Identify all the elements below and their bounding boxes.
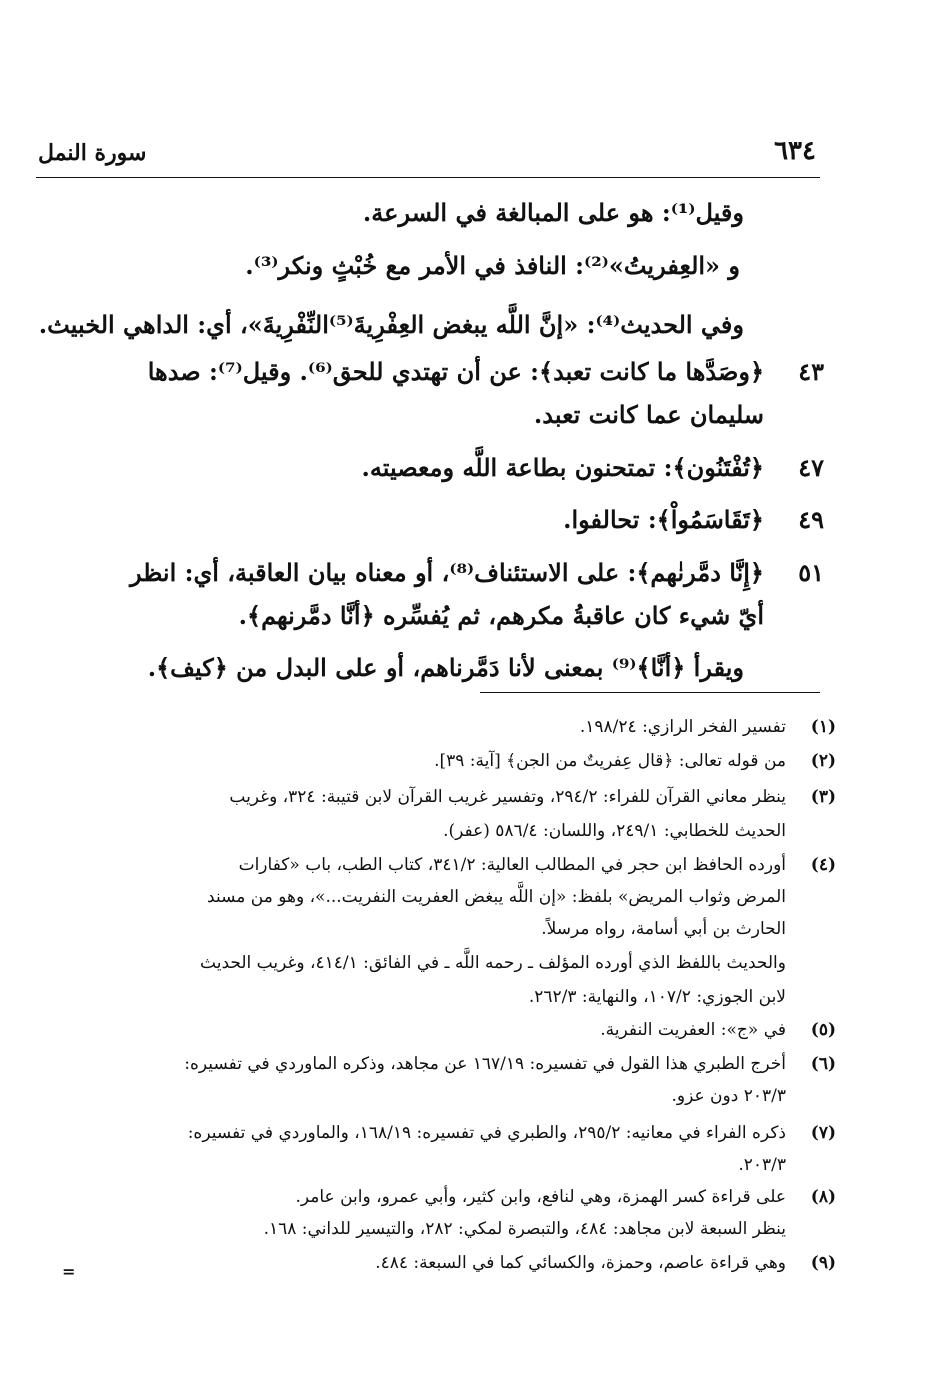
footnote-line: ينظر السبعة لابن مجاهد: ٤٨٤، والتبصرة لمكي: ٢٨٢، والتيسير للداني: ١٦٨. [263, 1219, 786, 1239]
body-line: وقيل⁽¹⁾: هو على المبالغة في السرعة. [362, 198, 744, 227]
footnote-line: المرض وثواب المريض» بلفظ: «إن اللَّه يبغض العفريت النفريت...»، وهو من مسند [207, 887, 786, 907]
footnote-number: (٨) [810, 1187, 836, 1207]
page-number: ٦٣٤ [774, 136, 816, 166]
footnote-line: في «ج»: العفريت النفرية. [600, 1020, 786, 1040]
footnote-number: (٢) [810, 751, 836, 771]
footnote-line: الحديث للخطابي: ٢٤٩/١، واللسان: ٥٨٦/٤ (عفر). [443, 821, 786, 841]
header-divider [36, 177, 820, 178]
body-line: وفي الحديث⁽⁴⁾: «إنَّ اللَّه يبغض العِفْرِيةَ⁽⁵⁾النِّفْرِيةَ»، أي: الداهي الخبيث. [38, 310, 744, 339]
body-line: و «العِفريتُ»⁽²⁾: النافذ في الأمر مع خُبْثٍ ونكر⁽³⁾. [245, 251, 740, 280]
footnote-number: (٦) [810, 1054, 836, 1074]
footnote-line: والحديث باللفظ الذي أورده المؤلف ـ رحمه اللَّه ـ في الفائق: ٤١٤/١، وغريب الحديث [200, 953, 786, 973]
footnote-line: ٢٠٣/٣. [738, 1155, 786, 1175]
body-line: ويقرأ ﴿أنَّا﴾⁽⁹⁾ بمعنى لأنا دَمَّرناهم، أو على البدل من ﴿كيف﴾. [147, 653, 744, 682]
body-line: ﴿تَقَاسَمُواْ﴾: تحالفوا. [563, 505, 764, 534]
footnote-number: (٥) [810, 1020, 836, 1040]
verse-number: ٤٧ [798, 453, 824, 482]
margin-mark: = [62, 1262, 76, 1281]
body-line: أيّ شيء كان عاقبةُ مكرهم، ثم يُفسِّره ﴿أنَّا دمَّرنهم﴾. [238, 601, 764, 630]
footnote-number: (٣) [810, 787, 836, 807]
verse-number: ٤٩ [798, 505, 824, 534]
body-line: سليمان عما كانت تعبد. [533, 400, 764, 429]
footnote-line: أورده الحافظ ابن حجر في المطالب العالية: ٣٤١/٢، كتاب الطب، باب «كفارات [238, 855, 786, 875]
footnote-line: ذكره الفراء في معانيه: ٢٩٥/٢، والطبري في تفسيره: ١٦٨/١٩، والماوردي في تفسيره: [187, 1123, 786, 1143]
footnote-divider [480, 692, 820, 693]
body-line: ﴿تُفْتَنُون﴾: تمتحنون بطاعة اللَّه ومعصيته. [361, 453, 764, 482]
body-line: ﴿إِنَّا دمَّرنٰهم﴾: على الاستئناف⁽⁸⁾، أو معناه بيان العاقبة، أي: انظر [129, 558, 764, 587]
footnote-line: الحارث بن أبي أسامة، رواه مرسلاً. [541, 919, 786, 939]
footnote-line: لابن الجوزي: ١٠٧/٢، والنهاية: ٢٦٢/٣. [528, 987, 786, 1007]
footnote-line: وهي قراءة عاصم، وحمزة، والكسائي كما في السبعة: ٤٨٤. [375, 1253, 786, 1273]
verse-number: ٥١ [798, 558, 824, 587]
footnote-line: من قوله تعالى: ﴿قال عِفريتٌ من الجن﴾ [آية: ٣٩]. [434, 751, 786, 771]
footnote-line: ٢٠٣/٣ دون عزو. [671, 1086, 786, 1106]
footnote-line: ينظر معاني القرآن للفراء: ٢٩٤/٢، وتفسير غريب القرآن لابن قتيبة: ٣٢٤، وغريب [229, 787, 786, 807]
footnote-number: (٧) [810, 1123, 836, 1143]
footnote-number: (٤) [810, 855, 836, 875]
footnote-number: (٩) [810, 1253, 836, 1273]
surah-title: سورة النمل [38, 140, 147, 166]
footnote-number: (١) [810, 717, 836, 737]
body-line: ﴿وصَدَّها ما كانت تعبد﴾: عن أن تهتدي للحق⁽⁶⁾. وقيل⁽⁷⁾: صدها [147, 357, 764, 386]
verse-number: ٤٣ [798, 357, 824, 386]
footnote-line: على قراءة كسر الهمزة، وهي لنافع، وابن كثير، وأبي عمرو، وابن عامر. [295, 1187, 786, 1207]
footnote-line: تفسير الفخر الرازي: ١٩٨/٢٤. [579, 717, 786, 737]
footnote-line: أخرج الطبري هذا القول في تفسيره: ١٦٧/١٩ عن مجاهد، وذكره الماوردي في تفسيره: [184, 1054, 786, 1074]
